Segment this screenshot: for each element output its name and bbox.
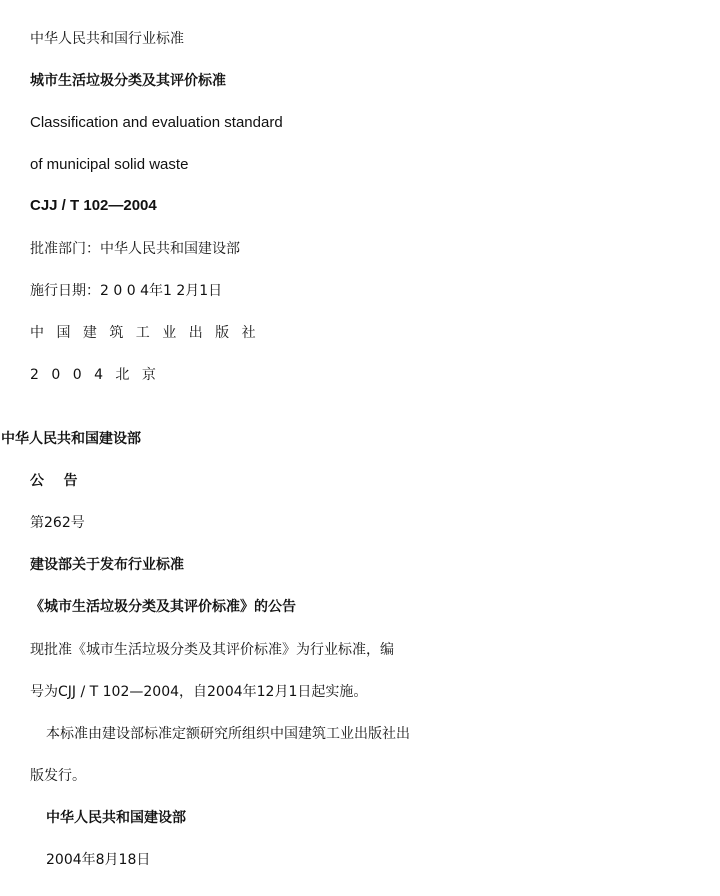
publisher: 中 国 建 筑 工 业 出 版 社 — [30, 325, 260, 341]
notice-title-line-1: 建设部关于发布行业标准 — [30, 557, 184, 573]
title-english-line-1: Classification and evaluation standard — [30, 114, 283, 131]
title-chinese: 城市生活垃圾分类及其评价标准 — [30, 73, 226, 89]
notice-body-paragraph-2-line-1: 本标准由建设部标准定额研究所组织中国建筑工业出版社出 — [46, 726, 410, 742]
notice-title-line-2: 《城市生活垃圾分类及其评价标准》的公告 — [30, 599, 296, 615]
notice-heading: 公 告 — [30, 473, 78, 489]
standard-code: CJJ / T 102—2004 — [30, 197, 157, 214]
notice-number: 第262号 — [30, 515, 85, 531]
notice-body-paragraph-1-line-1: 现批准《城市生活垃圾分类及其评价标准》为行业标准，编 — [30, 642, 394, 658]
notice-date: 2004年8月18日 — [46, 852, 151, 868]
standard-series: 中华人民共和国行业标准 — [30, 31, 184, 47]
notice-issuer: 中华人民共和国建设部 — [1, 431, 141, 447]
title-english-line-2: of municipal solid waste — [30, 156, 189, 173]
effective-date: 施行日期：2 0 0 4年1 2月1日 — [30, 283, 223, 299]
notice-body-paragraph-2-line-2: 版发行。 — [30, 768, 86, 784]
notice-body-paragraph-1-line-2: 号为CJJ / T 102—2004，自2004年12月1日起实施。 — [30, 684, 368, 700]
notice-signature: 中华人民共和国建设部 — [46, 810, 186, 826]
place-and-year: 2 0 0 4 北 京 — [30, 367, 160, 383]
approving-department: 批准部门：中华人民共和国建设部 — [30, 241, 240, 257]
